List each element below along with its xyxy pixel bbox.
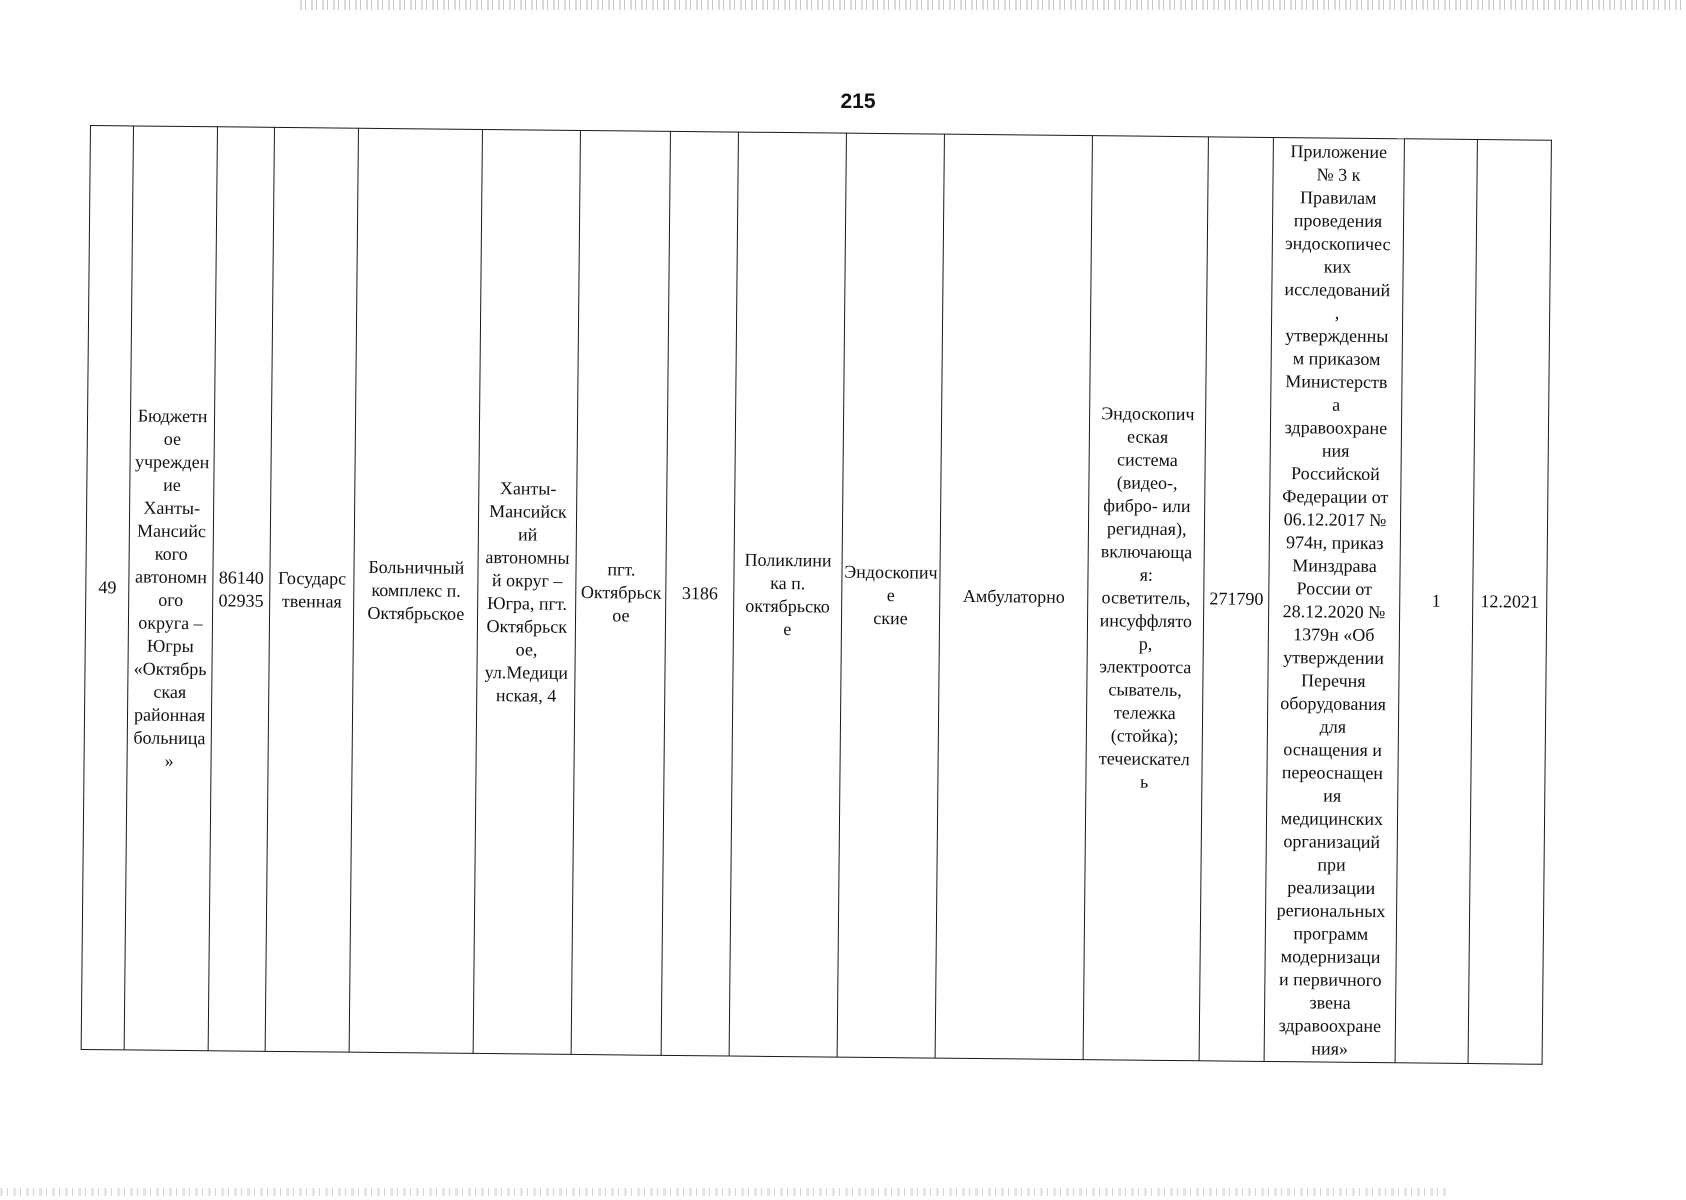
cell-line: сыватель, xyxy=(1108,679,1182,701)
cell-settlement xyxy=(572,130,671,1055)
cell-profile xyxy=(837,133,945,1058)
cell-line: р, xyxy=(1138,633,1153,654)
cell-line: Государс xyxy=(278,567,347,589)
cell-line: Югра, пгт. xyxy=(486,592,568,614)
cell-line: Бюджетн xyxy=(137,404,208,426)
cell-line: организаций xyxy=(1283,830,1381,852)
cell-line: Октябрьск xyxy=(486,615,568,637)
scan-edge-bottom xyxy=(0,1188,1450,1196)
cell-line: течеискател xyxy=(1098,748,1190,770)
cell-line: программ xyxy=(1293,922,1369,944)
cell-quantity: 1 xyxy=(1395,139,1477,1064)
cell-line: еская xyxy=(1126,426,1169,447)
cell-line: здравоохране xyxy=(1278,1014,1382,1036)
cell-line: проведения xyxy=(1293,209,1383,231)
cell-line: Мансийс xyxy=(136,519,207,541)
cell-line: ий xyxy=(517,523,538,545)
cell-line: Мансийск xyxy=(489,500,567,522)
cell-line: й округ – xyxy=(491,569,563,591)
cell-line: реализации xyxy=(1287,876,1376,898)
cell-line: Октябрьск xyxy=(580,581,662,603)
cell-line: утверждении xyxy=(1283,646,1385,668)
cell-facility xyxy=(350,128,483,1053)
cell-line: ул.Медици xyxy=(484,661,569,683)
cell-code: 3186 xyxy=(661,131,738,1056)
cell-line: автономны xyxy=(485,546,570,568)
cell-line: округа – xyxy=(138,612,203,633)
cell-line: переоснащен xyxy=(1281,761,1384,783)
cell-line: здравоохране xyxy=(1284,416,1388,438)
cell-line: фибро- или xyxy=(1103,495,1191,517)
cell-line: Ханты- xyxy=(499,477,557,499)
cell-line: Правилам xyxy=(1299,186,1377,208)
cell-line: ое, xyxy=(515,638,538,660)
cell-equipment-code: 271790 xyxy=(1199,137,1273,1062)
cell-line: региональных xyxy=(1276,899,1386,921)
cell-line: России от xyxy=(1296,577,1373,599)
cell-line: ка п. xyxy=(770,572,806,593)
cell-line: , xyxy=(1334,302,1340,323)
cell-line: Минздрава xyxy=(1292,554,1377,576)
cell-line: больница xyxy=(133,726,206,748)
cell-line: Ханты- xyxy=(143,497,201,518)
cell-line: 02935 xyxy=(218,589,264,611)
cell-line: Федерации от xyxy=(1282,485,1389,507)
cell-line: ния» xyxy=(1311,1037,1349,1059)
cell-line: ких xyxy=(1323,255,1352,277)
cell-line: ские xyxy=(873,607,908,629)
cell-line: при xyxy=(1317,853,1346,875)
cell-line: ния xyxy=(1321,439,1350,461)
cell-line: Приложение xyxy=(1290,140,1388,162)
cell-equipment xyxy=(1083,136,1209,1061)
cell-line: учрежден xyxy=(134,450,210,472)
cell-line: Министерств xyxy=(1285,370,1388,392)
equipment-table xyxy=(81,125,1552,1065)
cell-line: а xyxy=(1332,394,1341,415)
cell-line: ь xyxy=(1139,771,1149,792)
cell-line: 86140 xyxy=(218,566,264,588)
cell-line: и первичного xyxy=(1278,968,1382,990)
page-number: 215 xyxy=(840,90,876,113)
cell-line: 974н, приказ xyxy=(1285,531,1384,553)
cell-line: е xyxy=(783,618,792,639)
cell-line: модернизаци xyxy=(1280,945,1381,967)
cell-line: твенная xyxy=(281,590,342,612)
cell-line: для xyxy=(1319,715,1347,737)
cell-line: (видео-, xyxy=(1116,472,1178,494)
cell-line: эндоскопичес xyxy=(1284,232,1391,254)
cell-inn xyxy=(208,127,274,1052)
cell-line: ое xyxy=(163,428,182,449)
cell-line: Больничный xyxy=(368,556,465,578)
cell-line: оснащения и xyxy=(1283,738,1383,760)
cell-line: 1379н «Об xyxy=(1293,623,1375,645)
table-row xyxy=(81,126,1551,1065)
cell-line: 06.12.2017 № xyxy=(1283,508,1387,530)
cell-line: ия xyxy=(1323,785,1342,806)
cell-line: октябрьско xyxy=(745,595,830,617)
cell-line: (стойка); xyxy=(1110,725,1179,747)
cell-line: автономн xyxy=(134,565,208,587)
cell-line: утвержденны xyxy=(1285,324,1389,346)
cell-line: электроотса xyxy=(1099,656,1192,678)
cell-line: кого xyxy=(154,543,188,564)
cell-line: Поликлини xyxy=(744,549,832,571)
scan-edge-top xyxy=(300,0,1686,10)
cell-basis xyxy=(1264,137,1404,1062)
cell-line: система xyxy=(1116,449,1178,471)
cell-date: 12.2021 xyxy=(1468,140,1551,1065)
cell-line: Эндоскопич xyxy=(1101,403,1195,425)
cell-line: ие xyxy=(163,474,181,495)
cell-line: тележка xyxy=(1113,702,1176,724)
table-container xyxy=(81,125,1552,1065)
cell-line: ого xyxy=(158,589,184,610)
cell-ownership xyxy=(265,127,359,1052)
cell-line: нская, 4 xyxy=(495,684,557,706)
cell-line: включающа xyxy=(1100,541,1193,563)
cell-line: Перечня xyxy=(1301,669,1366,691)
cell-line: Эндоскопиче xyxy=(844,561,938,606)
cell-conditions: Амбулаторно xyxy=(935,134,1092,1059)
cell-line: исследований xyxy=(1284,278,1391,300)
cell-line: осветитель, xyxy=(1101,587,1191,609)
cell-line: я: xyxy=(1139,564,1154,585)
cell-line: ое xyxy=(612,605,630,626)
cell-line: № 3 к xyxy=(1316,163,1361,185)
cell-line: Российской xyxy=(1291,462,1380,484)
cell-row-number: 49 xyxy=(81,126,134,1050)
cell-line: инсуффлято xyxy=(1099,610,1193,632)
cell-line: » xyxy=(164,750,174,771)
cell-address xyxy=(473,129,581,1054)
cell-line: районная xyxy=(133,703,206,725)
cell-line: Октябрьское xyxy=(367,602,465,624)
cell-line: ская xyxy=(153,681,187,702)
cell-line: комплекс п. xyxy=(371,579,461,601)
cell-line: Югры xyxy=(146,635,194,656)
cell-organization xyxy=(124,126,217,1051)
cell-line: регидная), xyxy=(1106,518,1187,540)
cell-line: звена xyxy=(1309,991,1351,1013)
cell-line: пгт. xyxy=(607,559,636,580)
cell-line: оборудования xyxy=(1280,692,1387,714)
cell-line: 28.12.2020 № xyxy=(1282,600,1386,622)
cell-unit xyxy=(729,132,846,1057)
cell-line: медицинских xyxy=(1280,807,1384,829)
cell-line: м приказом xyxy=(1292,347,1381,369)
cell-line: «Октябрь xyxy=(133,657,207,679)
